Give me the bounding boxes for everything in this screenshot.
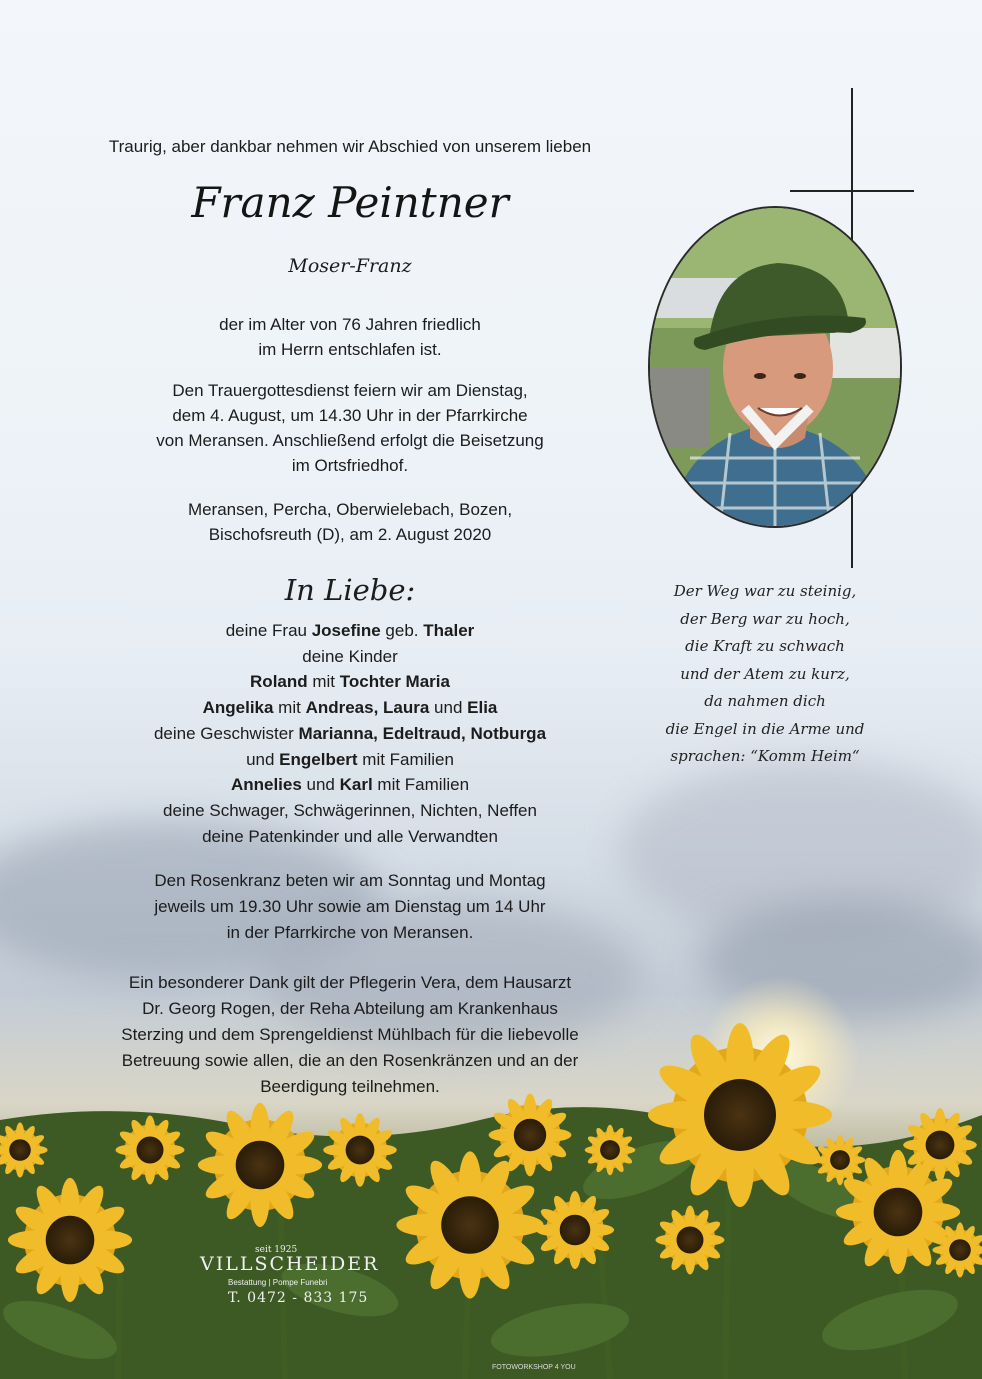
- intro-text: Traurig, aber dankbar nehmen wir Abschied von unserem lieben: [108, 137, 592, 156]
- poem-line: der Berg war zu hoch,: [680, 609, 850, 628]
- text-line: Den Rosenkranz beten wir am Sonntag und Montag: [154, 871, 546, 890]
- thanks-text: [60, 970, 640, 1100]
- poem: [640, 578, 890, 771]
- deceased-name: Franz Peintner: [191, 178, 509, 227]
- family-line: deine Kinder: [302, 646, 398, 666]
- family-list: [60, 618, 640, 849]
- poem-line: und der Atem zu kurz,: [680, 664, 850, 683]
- rosary-info: [60, 868, 640, 946]
- logo-since: seit 1925: [255, 1245, 298, 1255]
- text-line: Betreuung sowie allen, die an den Rosenkränzen und an der: [121, 1051, 579, 1070]
- in-love-heading: In Liebe:: [284, 573, 416, 607]
- text-line: Den Trauergottesdienst feiern wir am Dienstag,: [172, 381, 528, 400]
- text-line: im Ortsfriedhof.: [291, 456, 409, 475]
- text-line: Bischofsreuth (D), am 2. August 2020: [208, 525, 492, 544]
- nickname: Moser-Franz: [288, 255, 412, 277]
- family-line: deine Frau Josefine geb. Thaler: [225, 621, 475, 640]
- text-line: Dr. Georg Rogen, der Reha Abteilung am Krankenhaus: [142, 999, 558, 1018]
- text-line: Meransen, Percha, Oberwielebach, Bozen,: [187, 500, 513, 519]
- poem-line: die Kraft zu schwach: [685, 637, 845, 655]
- poem-line: sprachen: “Komm Heim“: [670, 747, 860, 765]
- portrait-photo: [650, 208, 900, 526]
- family-line: und Engelbert mit Familien: [246, 749, 454, 769]
- family-line: Angelika mit Andreas, Laura und Elia: [202, 698, 498, 718]
- text-line: im Herrn entschlafen ist.: [258, 340, 442, 359]
- text-line: Ein besonderer Dank gilt der Pflegerin Vera, dem Hausarzt: [128, 973, 572, 992]
- service-info: [80, 378, 620, 478]
- family-line: Annelies und Karl mit Familien: [230, 775, 470, 795]
- logo-subtitle: Bestattung | Pompe Funebri: [228, 1278, 328, 1287]
- poem-line: Der Weg war zu steinig,: [673, 582, 857, 600]
- text-line: jeweils um 19.30 Uhr sowie am Dienstag um 14 Uhr: [154, 897, 546, 916]
- watermark: FOTOWORKSHOP 4 YOU: [492, 1364, 576, 1371]
- family-line: deine Schwager, Schwägerinnen, Nichten, Neffen: [163, 800, 537, 820]
- text-line: dem 4. August, um 14.30 Uhr in der Pfarrkirche: [172, 406, 528, 425]
- place-date: [80, 497, 620, 547]
- poem-line: die Engel in die Arme und: [665, 719, 865, 738]
- text-line: Beerdigung teilnehmen.: [260, 1077, 440, 1096]
- poem-line: da nahmen dich: [704, 692, 826, 710]
- text-line: von Meransen. Anschließend erfolgt die Beisetzung: [156, 431, 544, 450]
- family-line: Roland mit Tochter Maria: [250, 672, 450, 692]
- cross-icon-bar: [790, 190, 914, 192]
- logo-phone: T. 0472 - 833 175: [228, 1290, 369, 1306]
- death-notice: [100, 312, 600, 362]
- family-line: deine Geschwister Marianna, Edeltraud, Notburga: [153, 723, 547, 743]
- text-line: in der Pfarrkirche von Meransen.: [226, 923, 474, 942]
- family-line: deine Patenkinder und alle Verwandten: [202, 826, 498, 846]
- text-line: der im Alter von 76 Jahren friedlich: [219, 315, 481, 334]
- logo-name: VILLSCHEIDER: [200, 1253, 380, 1275]
- text-line: Sterzing und dem Sprengeldienst Mühlbach für die liebevolle: [121, 1025, 579, 1044]
